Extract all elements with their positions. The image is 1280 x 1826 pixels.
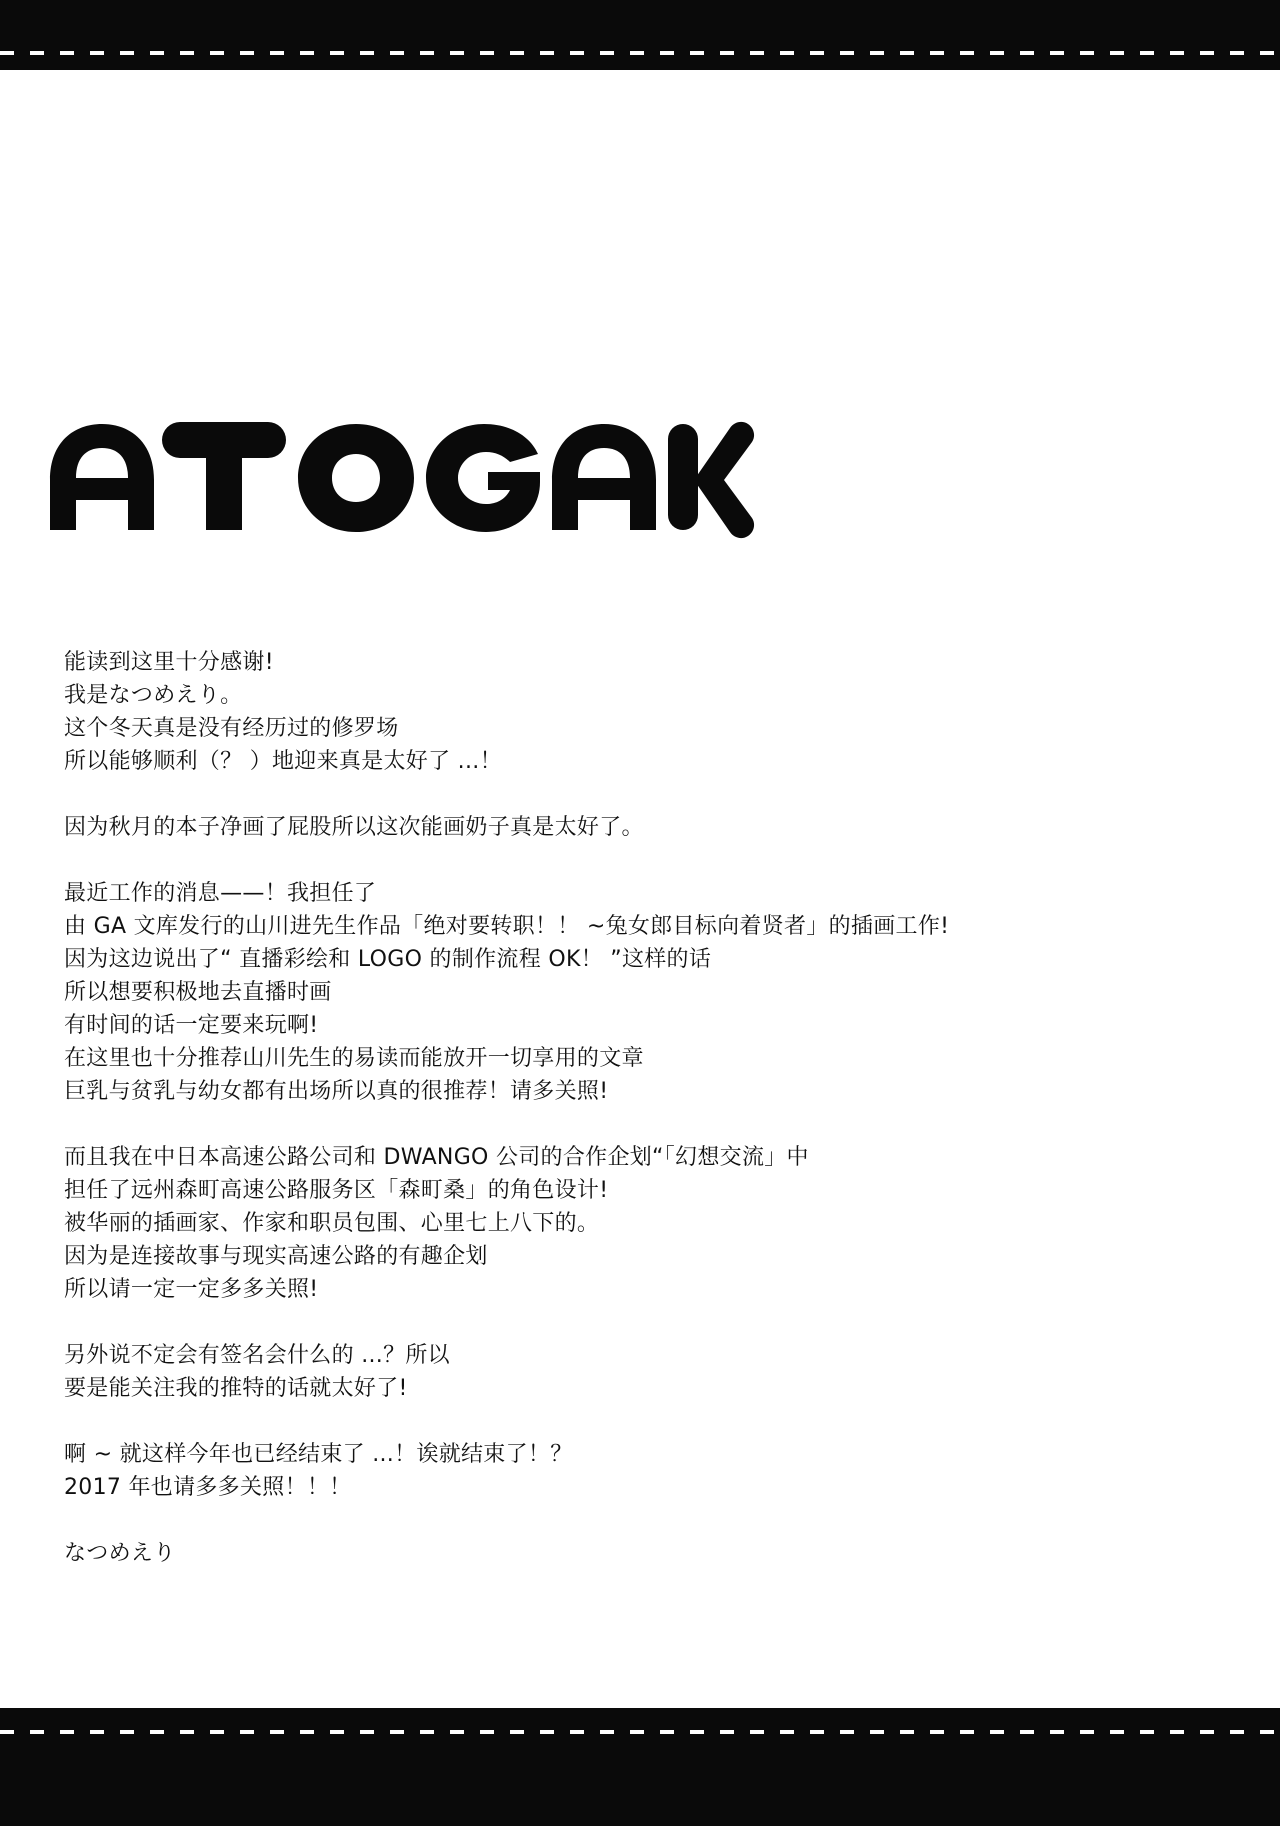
text-line: 所以能够顺利（？ ）地迎来真是太好了 ...！: [64, 749, 502, 774]
bottom-border-band: [0, 1708, 1280, 1826]
text-line: 因为秋月的本子净画了屁股所以这次能画奶子真是太好了。: [64, 815, 644, 840]
atogaki-logo: [40, 420, 760, 540]
text-line: 由 GA 文库发行的山川进先生作品「绝对要转职！！ ~兔女郎目标向着贤者」的插画工作!: [64, 914, 950, 939]
text-line: 啊 ~ 就这样今年也已经结束了 ...！诶就结束了！？: [64, 1442, 573, 1467]
paragraph-thanks: [64, 646, 1224, 778]
text-line: 因为这边说出了“ 直播彩绘和 LOGO 的制作流程 OK！ ”这样的话: [64, 947, 712, 972]
text-line: 被华丽的插画家、作家和职员包围、心里七上八下的。: [64, 1211, 600, 1236]
text-line: 在这里也十分推荐山川先生的易读而能放开一切享用的文章: [64, 1046, 644, 1071]
text-line: 最近工作的消息——！我担任了: [64, 881, 377, 906]
heading-atogaki: [40, 420, 760, 540]
afterword-text: [64, 646, 1224, 1603]
paragraph-signing: [64, 1339, 1224, 1405]
text-line: 我是なつめえり。: [64, 683, 243, 708]
author-signature: なつめえり: [64, 1541, 176, 1566]
text-line: 因为是连接故事与现实高速公路的有趣企划: [64, 1244, 488, 1269]
text-line: 有时间的话一定要来玩啊!: [64, 1013, 319, 1038]
paragraph-work-news: [64, 877, 1224, 1108]
paragraph-collaboration: [64, 1141, 1224, 1306]
text-line: 2017 年也请多多关照！！！: [64, 1475, 352, 1500]
paragraph-akizuki: [64, 811, 1224, 844]
text-line: 要是能关注我的推特的话就太好了!: [64, 1376, 408, 1401]
text-line: 另外说不定会有签名会什么的 ...？所以: [64, 1343, 450, 1368]
paragraph-year-end: [64, 1438, 1224, 1504]
bottom-dashed-line: [0, 1730, 1280, 1734]
text-line: 巨乳与贫乳与幼女都有出场所以真的很推荐！请多关照!: [64, 1079, 609, 1104]
top-border-band: [0, 0, 1280, 70]
text-line: 而且我在中日本高速公路公司和 DWANGO 公司的合作企划“「幻想交流」中: [64, 1145, 809, 1170]
text-line: 担任了远州森町高速公路服务区「森町桑」的角色设计!: [64, 1178, 609, 1203]
text-line: 所以想要积极地去直播时画: [64, 980, 332, 1005]
text-line: 所以请一定一定多多关照!: [64, 1277, 319, 1302]
top-dashed-line: [0, 51, 1280, 55]
text-line: 能读到这里十分感谢!: [64, 650, 274, 675]
paragraph-signature: [64, 1537, 1224, 1570]
text-line: 这个冬天真是没有经历过的修罗场: [64, 716, 399, 741]
